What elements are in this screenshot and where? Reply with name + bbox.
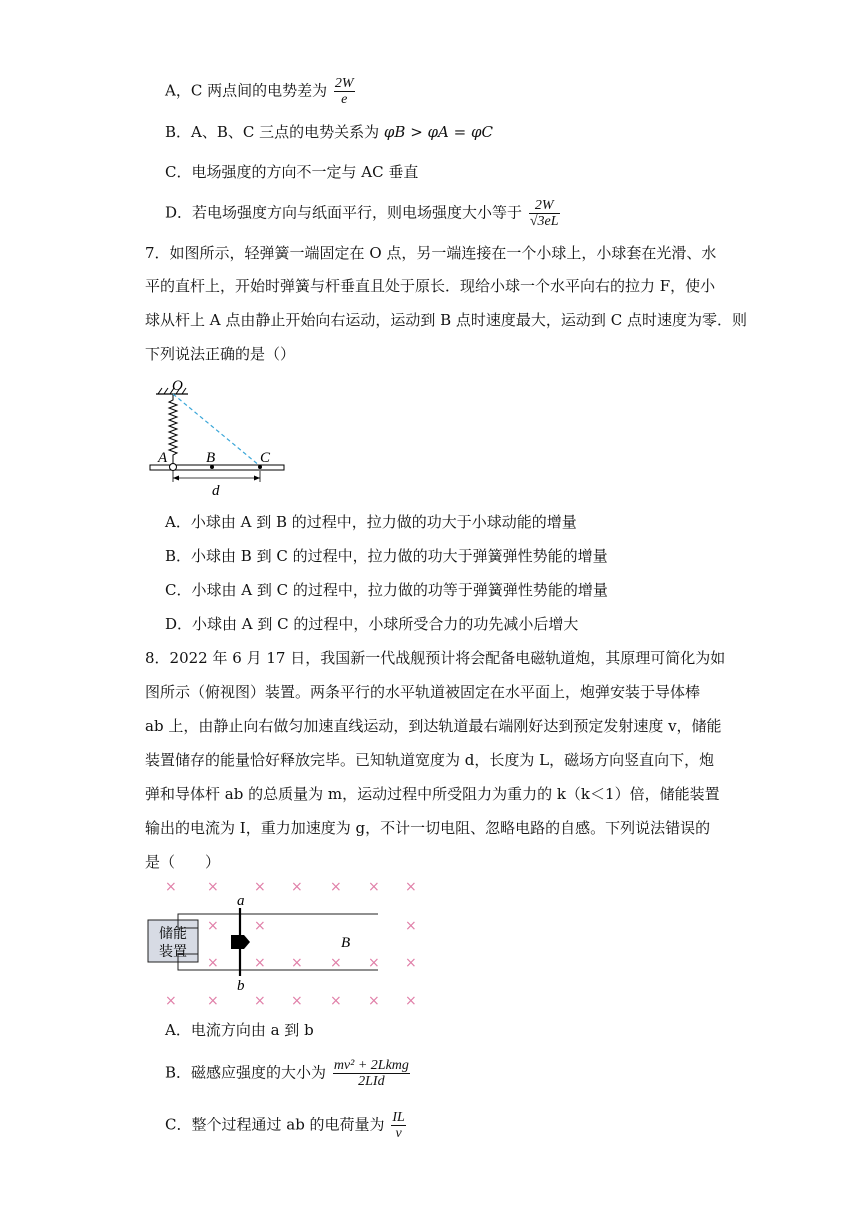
q6-option-a-text: A，C 两点间的电势差为 — [165, 81, 328, 100]
field-b-label: B — [341, 935, 351, 951]
arrow-left-icon — [173, 476, 179, 481]
point-a-label: A — [158, 450, 168, 466]
q7-option-b: B．小球由 B 到 C 的过程中，拉力做的功大于弹簧弹性势能的增量 — [165, 547, 608, 565]
field-cross: × — [165, 879, 177, 895]
q8-option-c-fraction — [391, 1110, 405, 1141]
device-label-line-2: 装置 — [159, 944, 187, 960]
field-cross: × — [254, 993, 266, 1009]
q8-stem-line-5: 弹和导体杆 ab 的总质量为 m，运动过程中所受阻力为重力的 k（k＜1）倍，储能装置 — [145, 785, 720, 803]
q8-stem-line-1: 8．2022 年 6 月 17 日，我国新一代战舰预计将会配备电磁轨道炮，其原理可简化为如 — [145, 649, 726, 667]
fraction-numerator: 2W — [334, 76, 354, 91]
field-cross: × — [405, 918, 417, 934]
q8-option-c-text: C．整个过程通过 ab 的电荷量为 — [165, 1115, 385, 1134]
field-cross: × — [368, 879, 380, 895]
q6-option-a-fraction — [334, 76, 355, 107]
q8-option-b-text: B．磁感应强度的大小为 — [165, 1063, 327, 1082]
spring — [169, 394, 177, 464]
q8-railgun-figure — [140, 872, 430, 1012]
q6-option-d-text: D．若电场强度方向与纸面平行，则电场强度大小等于 — [165, 203, 523, 222]
field-cross: × — [405, 879, 417, 895]
field-cross: × — [207, 955, 219, 971]
q6-option-b-formula: φB > φA = φC — [383, 123, 493, 141]
q8-stem-line-4: 装置储存的能量恰好释放完毕。已知轨道宽度为 d，长度为 L，磁场方向竖直向下，炮 — [145, 751, 715, 769]
field-cross: × — [330, 879, 342, 895]
field-cross: × — [207, 993, 219, 1009]
field-cross: × — [405, 955, 417, 971]
q8-stem-line-2: 图所示（俯视图）装置。两条平行的水平轨道被固定在水平面上，炮弹安装于导体棒 — [145, 683, 701, 701]
field-cross: × — [330, 955, 342, 971]
q8-stem-line-3: ab 上，由静止向右做匀加速直线运动，到达轨道最右端刚好达到预定发射速度 v，储能 — [145, 717, 722, 735]
q8-stem-line-7: 是（ ） — [145, 853, 221, 871]
field-cross: × — [330, 993, 342, 1009]
field-cross: × — [368, 993, 380, 1009]
q6-option-b — [165, 122, 493, 142]
q8-option-a: A．电流方向由 a 到 b — [165, 1021, 314, 1039]
q7-stem-line-3: 球从杆上 A 点由静止开始向右运动，运动到 B 点时速度最大，运动到 C 点时速度为零．则 — [145, 311, 747, 329]
field-cross: × — [291, 955, 303, 971]
q7-option-a: A．小球由 A 到 B 的过程中，拉力做的功大于小球动能的增量 — [165, 513, 577, 531]
fraction-numerator: mv² + 2Lkmg — [333, 1058, 409, 1073]
field-cross: × — [368, 955, 380, 971]
device-label-line-1: 储能 — [159, 926, 187, 942]
q7-stem-line-4: 下列说法正确的是（） — [145, 345, 296, 363]
q7-option-d: D．小球由 A 到 C 的过程中，小球所受合力的功先减小后增大 — [165, 615, 579, 633]
fraction-denominator: e — [341, 92, 348, 107]
field-cross: × — [254, 879, 266, 895]
dashed-spring-position — [173, 394, 260, 466]
rod-end-b-label: b — [237, 978, 245, 994]
fraction-denominator: 2LId — [358, 1074, 385, 1089]
q6-option-d-fraction — [529, 198, 560, 229]
arrow-right-icon — [254, 476, 260, 481]
field-cross: × — [291, 993, 303, 1009]
q7-stem-line-1: 7．如图所示，轻弹簧一端固定在 O 点，另一端连接在一个小球上，小球套在光滑、水 — [145, 244, 717, 262]
field-cross: × — [207, 879, 219, 895]
fraction-numerator: IL — [392, 1110, 405, 1125]
magnetic-field-crosses — [165, 879, 417, 1009]
q8-option-b — [165, 1058, 412, 1089]
q6-option-b-text: B．A、B、C 三点的电势关系为 — [165, 123, 380, 141]
q8-option-c — [165, 1110, 408, 1141]
point-o-label: O — [172, 378, 183, 394]
point-b-label: B — [206, 450, 216, 466]
field-cross: × — [291, 879, 303, 895]
q8-option-b-fraction — [333, 1058, 410, 1089]
q7-spring-figure — [140, 378, 300, 498]
field-cross: × — [165, 993, 177, 1009]
q6-option-a — [165, 76, 357, 107]
q8-stem-line-6: 输出的电流为 I，重力加速度为 g，不计一切电阻、忽略电路的自感。下列说法错误的 — [145, 819, 711, 837]
fraction-numerator: 2W — [529, 198, 560, 214]
point-c-label: C — [260, 450, 271, 466]
projectile — [231, 935, 250, 949]
field-cross: × — [405, 993, 417, 1009]
fraction-denominator: v — [395, 1126, 402, 1141]
rod-end-a-label: a — [237, 893, 245, 909]
distance-d-label: d — [212, 483, 220, 498]
field-cross: × — [254, 918, 266, 934]
q6-option-d — [165, 198, 562, 229]
q7-option-c: C．小球由 A 到 C 的过程中，拉力做的功等于弹簧弹性势能的增量 — [165, 581, 608, 599]
field-cross: × — [207, 918, 219, 934]
fraction-denominator: √3eL — [529, 214, 559, 229]
q6-option-c: C．电场强度的方向不一定与 AC 垂直 — [165, 163, 419, 181]
ball — [170, 464, 177, 471]
field-cross: × — [254, 955, 266, 971]
q7-stem-line-2: 平的直杆上，开始时弹簧与杆垂直且处于原长．现给小球一个水平向右的拉力 F，使小 — [145, 277, 716, 295]
